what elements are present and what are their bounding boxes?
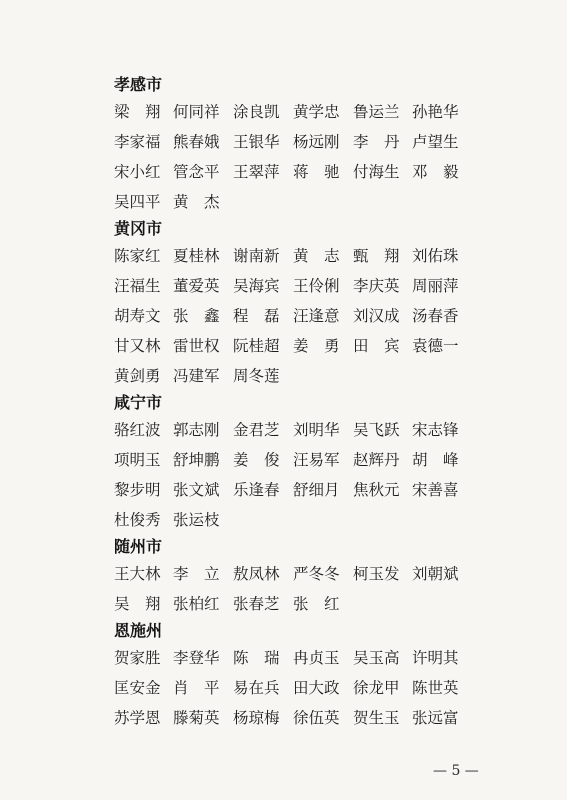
person-name: 宋小红 xyxy=(114,163,161,181)
person-name: 姜 俊 xyxy=(233,451,280,469)
person-name: 徐伍英 xyxy=(293,709,340,727)
person-name: 吴四平 xyxy=(114,193,161,211)
person-name: 徐龙甲 xyxy=(353,679,400,697)
person-name: 梁 翔 xyxy=(114,103,161,121)
person-name: 吴海宾 xyxy=(233,277,280,295)
region-heading: 咸宁市 xyxy=(114,393,163,412)
person-name: 程 磊 xyxy=(233,307,280,325)
person-name: 张运枝 xyxy=(173,511,220,529)
person-name: 黄剑勇 xyxy=(114,367,161,385)
person-name: 熊春娥 xyxy=(173,133,220,151)
person-name: 杜俊秀 xyxy=(114,511,161,529)
person-name: 管念平 xyxy=(173,163,220,181)
person-name: 黄学忠 xyxy=(293,103,340,121)
person-name: 宋志锋 xyxy=(412,421,459,439)
person-name: 李家福 xyxy=(114,133,161,151)
person-name: 贺家胜 xyxy=(114,649,161,667)
person-name: 李登华 xyxy=(173,649,220,667)
person-name: 吴 翔 xyxy=(114,595,161,613)
person-name: 郭志刚 xyxy=(173,421,220,439)
person-name: 吴玉高 xyxy=(353,649,400,667)
person-name: 冉贞玉 xyxy=(293,649,340,667)
person-name: 柯玉发 xyxy=(353,565,400,583)
person-name: 田大政 xyxy=(293,679,340,697)
person-name: 胡寿文 xyxy=(114,307,161,325)
person-name: 张远富 xyxy=(412,709,459,727)
person-name: 陈家红 xyxy=(114,247,161,265)
person-name: 李 丹 xyxy=(353,133,400,151)
person-name: 焦秋元 xyxy=(353,481,400,499)
person-name: 谢南新 xyxy=(233,247,280,265)
person-name: 雷世权 xyxy=(173,337,220,355)
person-name: 张 红 xyxy=(293,595,340,613)
person-name: 项明玉 xyxy=(114,451,161,469)
person-name: 阮桂超 xyxy=(233,337,280,355)
person-name: 蒋 驰 xyxy=(293,163,340,181)
person-name: 孙艳华 xyxy=(412,103,459,121)
region-heading: 孝感市 xyxy=(114,75,163,94)
person-name: 田 宾 xyxy=(353,337,400,355)
person-name: 严冬冬 xyxy=(293,565,340,583)
person-name: 汪福生 xyxy=(114,277,161,295)
region-heading: 恩施州 xyxy=(114,621,163,640)
person-name: 刘佑珠 xyxy=(412,247,459,265)
person-name: 贺生玉 xyxy=(353,709,400,727)
person-name: 乐逢春 xyxy=(233,481,280,499)
person-name: 滕菊英 xyxy=(173,709,220,727)
person-name: 张春芝 xyxy=(233,595,280,613)
person-name: 吴飞跃 xyxy=(353,421,400,439)
person-name: 王银华 xyxy=(233,133,280,151)
person-name: 舒细月 xyxy=(293,481,340,499)
person-name: 夏桂林 xyxy=(173,247,220,265)
person-name: 邓 毅 xyxy=(412,163,459,181)
person-name: 陈世英 xyxy=(412,679,459,697)
person-name: 王伶俐 xyxy=(293,277,340,295)
person-name: 甄 翔 xyxy=(353,247,400,265)
person-name: 张 鑫 xyxy=(173,307,220,325)
person-name: 冯建军 xyxy=(173,367,220,385)
person-name: 周丽萍 xyxy=(412,277,459,295)
person-name: 苏学恩 xyxy=(114,709,161,727)
region-heading: 黄冈市 xyxy=(114,219,163,238)
person-name: 黄 志 xyxy=(293,247,340,265)
person-name: 敖凤林 xyxy=(233,565,280,583)
person-name: 黄 杰 xyxy=(173,193,220,211)
person-name: 易在兵 xyxy=(233,679,280,697)
person-name: 李 立 xyxy=(173,565,220,583)
person-name: 宋善喜 xyxy=(412,481,459,499)
person-name: 王大林 xyxy=(114,565,161,583)
person-name: 舒坤鹏 xyxy=(173,451,220,469)
person-name: 涂良凯 xyxy=(233,103,280,121)
person-name: 何同祥 xyxy=(173,103,220,121)
person-name: 付海生 xyxy=(353,163,400,181)
person-name: 许明其 xyxy=(412,649,459,667)
person-name: 袁德一 xyxy=(412,337,459,355)
person-name: 金君芝 xyxy=(233,421,280,439)
person-name: 胡 峰 xyxy=(412,451,459,469)
region-heading: 随州市 xyxy=(114,537,163,556)
person-name: 肖 平 xyxy=(173,679,220,697)
person-name: 杨远刚 xyxy=(293,133,340,151)
person-name: 刘汉成 xyxy=(353,307,400,325)
person-name: 汪易军 xyxy=(293,451,340,469)
person-name: 骆红波 xyxy=(114,421,161,439)
person-name: 李庆英 xyxy=(353,277,400,295)
person-name: 张文斌 xyxy=(173,481,220,499)
person-name: 卢望生 xyxy=(412,133,459,151)
person-name: 甘又林 xyxy=(114,337,161,355)
person-name: 黎步明 xyxy=(114,481,161,499)
person-name: 刘明华 xyxy=(293,421,340,439)
person-name: 汤春香 xyxy=(412,307,459,325)
person-name: 刘朝斌 xyxy=(412,565,459,583)
person-name: 张柏红 xyxy=(173,595,220,613)
person-name: 周冬莲 xyxy=(233,367,280,385)
person-name: 姜 勇 xyxy=(293,337,340,355)
person-name: 赵辉丹 xyxy=(353,451,400,469)
person-name: 匡安金 xyxy=(114,679,161,697)
page-number: — 5 — xyxy=(433,763,479,779)
person-name: 陈 瑞 xyxy=(233,649,280,667)
person-name: 鲁运兰 xyxy=(353,103,400,121)
person-name: 汪逢意 xyxy=(293,307,340,325)
person-name: 董爱英 xyxy=(173,277,220,295)
person-name: 王翠萍 xyxy=(233,163,280,181)
person-name: 杨琼梅 xyxy=(233,709,280,727)
